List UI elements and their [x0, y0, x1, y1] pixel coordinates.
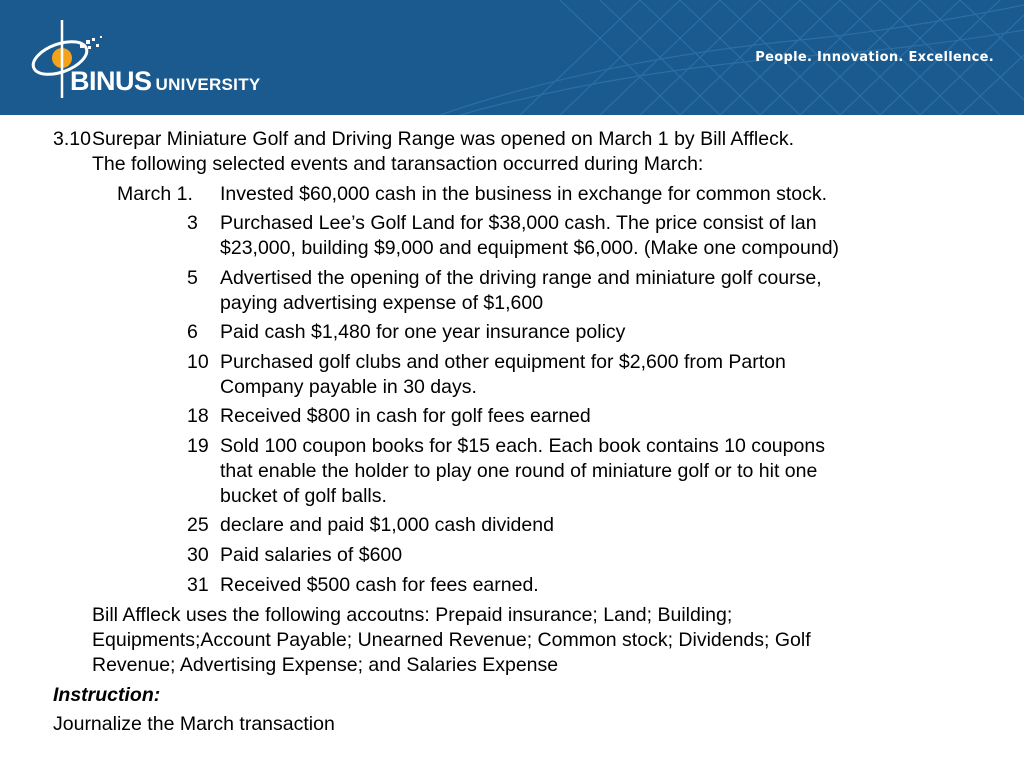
- logo-wordmark: [70, 66, 261, 97]
- accounts-line: Bill Affleck uses the following accoutns: Prepaid insurance; Land; Building;: [92, 604, 733, 626]
- event-day: 19: [187, 435, 209, 457]
- event-date-march-1: March 1.: [117, 183, 193, 205]
- instruction-text: Journalize the March transaction: [53, 713, 335, 735]
- problem-intro-line1: Surepar Miniature Golf and Driving Range was opened on March 1 by Bill Affleck.: [92, 128, 795, 150]
- event-text-march-1: Invested $60,000 cash in the business in exchange for common stock.: [220, 183, 828, 205]
- tagline: People. Innovation. Excellence.: [755, 50, 994, 65]
- event-day: 31: [187, 574, 209, 596]
- problem-intro-line2: The following selected events and taransaction occurred during March:: [92, 153, 704, 175]
- accounts-line: Equipments;Account Payable; Unearned Revenue; Common stock; Dividends; Golf: [92, 629, 811, 651]
- event-day: 3: [187, 212, 198, 234]
- accounts-line: Revenue; Advertising Expense; and Salaries Expense: [92, 654, 559, 676]
- problem-number: 3.10: [53, 128, 91, 150]
- instruction-label: Instruction:: [53, 684, 161, 706]
- event-day: 18: [187, 405, 209, 427]
- event-text: Paid salaries of $600: [220, 544, 403, 566]
- event-text: paying advertising expense of $1,600: [220, 292, 544, 314]
- event-day: 10: [187, 351, 209, 373]
- event-text: Advertised the opening of the driving range and miniature golf course,: [220, 267, 822, 289]
- logo-brand: BINUS: [70, 66, 152, 96]
- event-text: declare and paid $1,000 cash dividend: [220, 514, 554, 536]
- event-text: Sold 100 coupon books for $15 each. Each book contains 10 coupons: [220, 435, 825, 457]
- event-day: 5: [187, 267, 198, 289]
- event-text: Received $800 in cash for golf fees earned: [220, 405, 591, 427]
- slide-content: [0, 115, 1024, 768]
- event-day: 30: [187, 544, 209, 566]
- header-banner: [0, 0, 1024, 115]
- event-text: Paid cash $1,480 for one year insurance policy: [220, 321, 626, 343]
- event-text: Purchased Lee’s Golf Land for $38,000 cash. The price consist of lan: [220, 212, 817, 234]
- logo-university: UNIVERSITY: [155, 75, 261, 94]
- event-text: Company payable in 30 days.: [220, 376, 477, 398]
- event-text: bucket of golf balls.: [220, 485, 387, 507]
- event-text: Purchased golf clubs and other equipment for $2,600 from Parton: [220, 351, 786, 373]
- event-text: that enable the holder to play one round of miniature golf or to hit one: [220, 460, 818, 482]
- event-day: 6: [187, 321, 198, 343]
- event-day: 25: [187, 514, 209, 536]
- event-text: $23,000, building $9,000 and equipment $6,000. (Make one compound): [220, 237, 840, 259]
- event-text: Received $500 cash for fees earned.: [220, 574, 539, 596]
